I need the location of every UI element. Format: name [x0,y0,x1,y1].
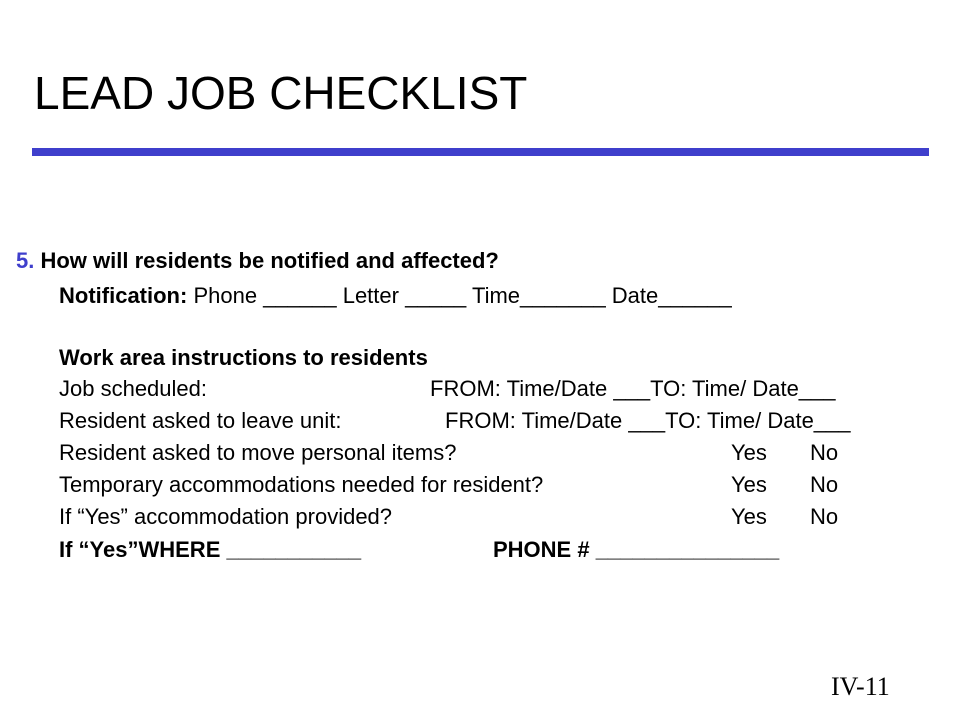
resident-leave-times: FROM: Time/Date ___TO: Time/ Date___ [445,408,851,433]
temp-accom-yes: Yes [731,472,767,497]
accom-provided-line [59,502,939,532]
move-items-yes: Yes [731,440,767,465]
notification-line [59,281,732,311]
notification-label: Notification: [59,283,188,308]
notification-options: Phone ______ Letter _____ Time_______ Date______ [193,283,732,308]
question-number: 5. [16,248,35,273]
move-items-label: Resident asked to move personal items? [59,440,457,465]
temp-accom-line [59,470,939,500]
page-title: LEAD JOB CHECKLIST [34,67,528,119]
title-divider [32,148,929,156]
job-scheduled-times: FROM: Time/Date ___TO: Time/ Date___ [430,376,836,401]
accom-provided-label: If “Yes” accommodation provided? [59,504,393,529]
where-phone-line [59,535,939,565]
question-line [16,246,499,276]
question-text: How will residents be notified and affected? [40,248,499,273]
temp-accom-label: Temporary accommodations needed for resident? [59,472,544,497]
phone-field: PHONE # _______________ [493,537,780,562]
accom-provided-yes: Yes [731,504,767,529]
resident-leave-line [59,406,939,436]
temp-accom-no: No [810,472,839,497]
where-field: If “Yes”WHERE ___________ [59,537,362,562]
work-area-heading: Work area instructions to residents [59,345,428,370]
page-number: IV-11 [831,672,890,701]
accom-provided-no: No [810,504,839,529]
resident-leave-label: Resident asked to leave unit: [59,408,342,433]
job-scheduled-line [59,374,939,404]
job-scheduled-label: Job scheduled: [59,376,207,401]
move-items-line [59,438,939,468]
move-items-no: No [810,440,839,465]
